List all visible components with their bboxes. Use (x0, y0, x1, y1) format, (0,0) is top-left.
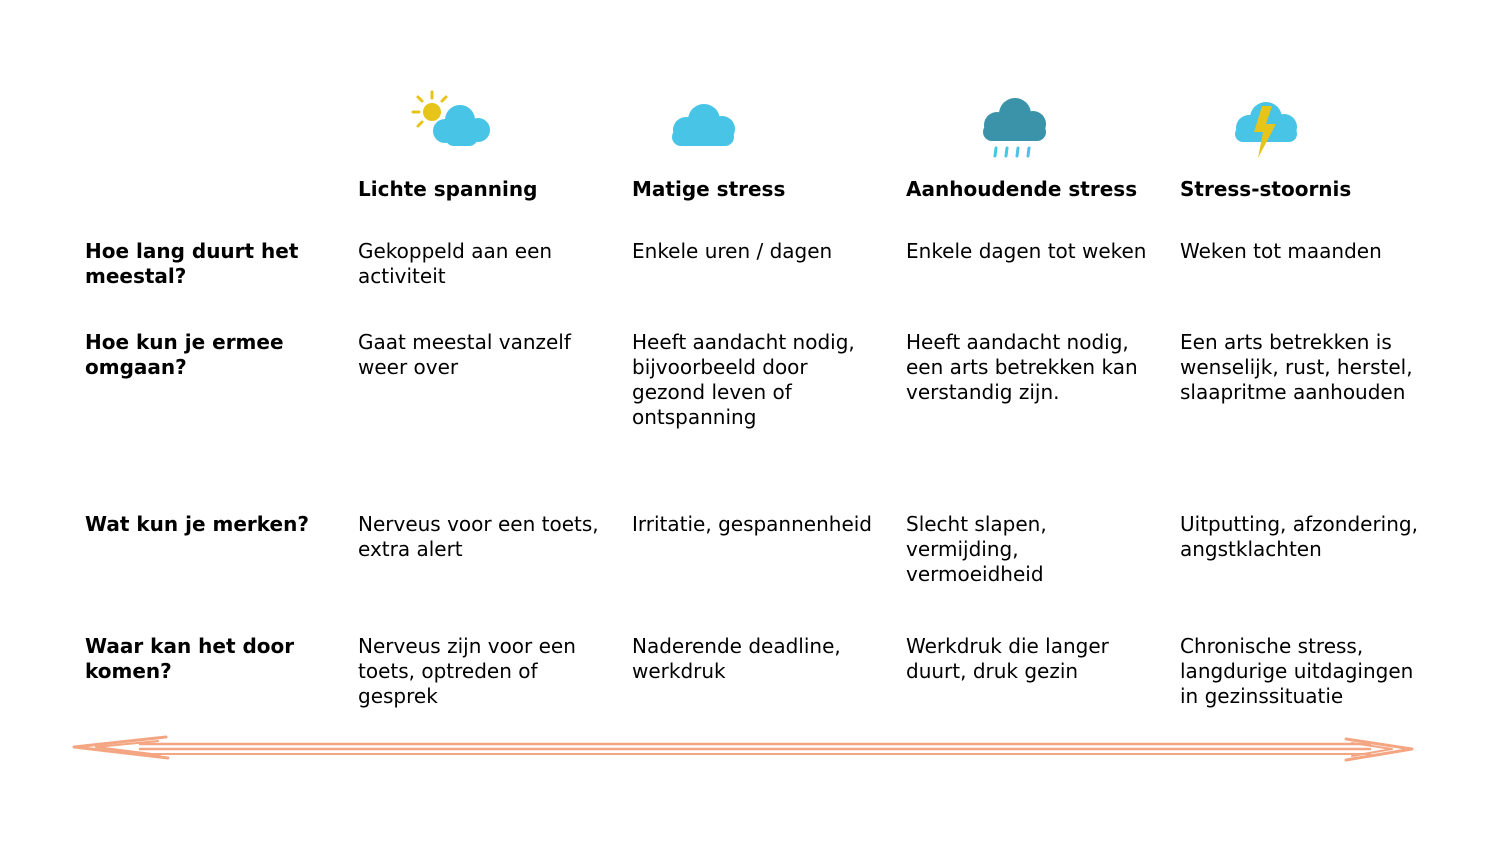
cell-causes-stress-stoornis: Chronische stress, langdurige uitdagingen in gezinssituatie (1180, 634, 1414, 708)
cell-symptoms-stress-stoornis: Uitputting, afzondering, angstklachten (1180, 512, 1418, 561)
cell-symptoms-aanhoudende-stress: Slecht slapen, vermijding, vermoeidheid (906, 512, 1047, 586)
cell-coping-stress-stoornis: Een arts betrekken is wenselijk, rust, herstel, slaapritme aanhouden (1180, 330, 1413, 404)
row-label-coping: Hoe kun je ermee omgaan? (85, 330, 284, 379)
cell-causes-aanhoudende-stress: Werkdruk die langer duurt, druk gezin (906, 634, 1109, 683)
cell-duration-aanhoudende-stress: Enkele dagen tot weken (906, 239, 1147, 263)
cell-duration-matige-stress: Enkele uren / dagen (632, 239, 833, 263)
cell-duration-lichte-spanning: Gekoppeld aan een activiteit (358, 239, 553, 288)
row-label-symptoms: Wat kun je merken? (85, 512, 309, 536)
cell-duration-stress-stoornis: Weken tot maanden (1180, 239, 1382, 263)
column-heading-stress-stoornis: Stress-stoornis (1180, 177, 1352, 201)
cell-coping-matige-stress: Heeft aandacht nodig, bijvoorbeeld door gezond leven of ontspanning (632, 330, 855, 429)
cell-symptoms-lichte-spanning: Nerveus voor een toets, extra alert (358, 512, 599, 561)
cell-coping-aanhoudende-stress: Heeft aandacht nodig, een arts betrekken kan verstandig zijn. (906, 330, 1138, 404)
cell-symptoms-matige-stress: Irritatie, gespannenheid (632, 512, 872, 536)
cell-causes-lichte-spanning: Nerveus zijn voor een toets, optreden of gesprek (358, 634, 576, 708)
cell-coping-lichte-spanning: Gaat meestal vanzelf weer over (358, 330, 571, 379)
row-label-duration: Hoe lang duurt het meestal? (85, 239, 299, 288)
column-heading-lichte-spanning: Lichte spanning (358, 177, 538, 201)
column-heading-aanhoudende-stress: Aanhoudende stress (906, 177, 1138, 201)
cell-causes-matige-stress: Naderende deadline, werkdruk (632, 634, 841, 683)
column-heading-matige-stress: Matige stress (632, 177, 786, 201)
row-label-causes: Waar kan het door komen? (85, 634, 295, 683)
